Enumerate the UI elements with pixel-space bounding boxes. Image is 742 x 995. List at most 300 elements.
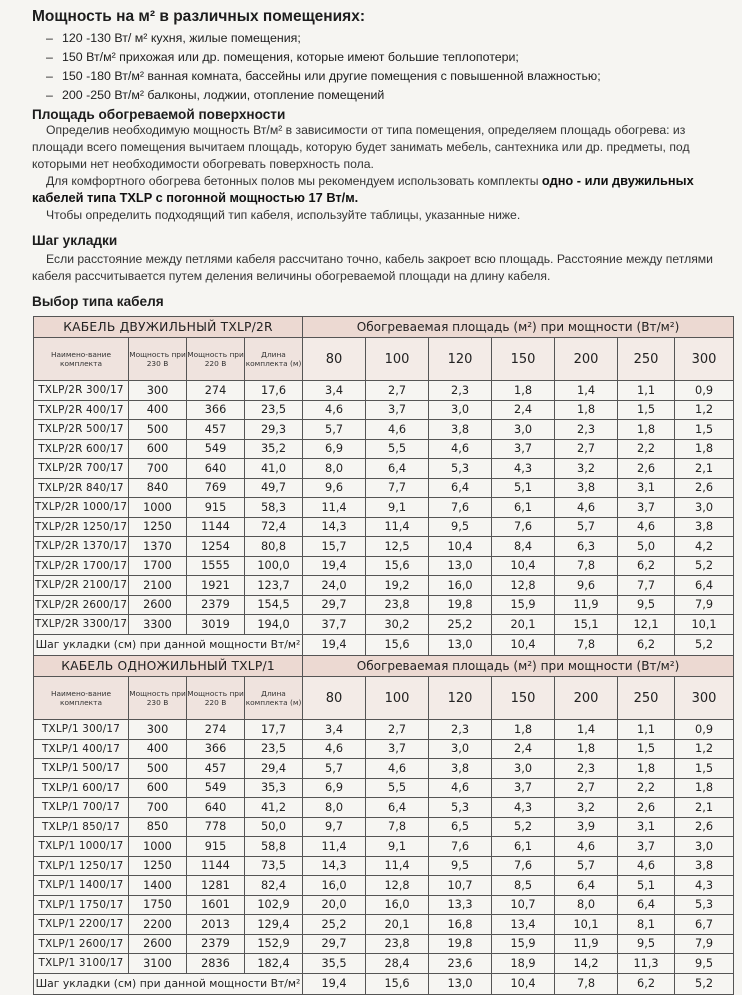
column-header-row: [34, 338, 734, 381]
table-cell: 23,5: [245, 400, 303, 420]
table-cell: 1,8: [555, 739, 618, 759]
table-cell: 1,8: [555, 400, 618, 420]
table-cell: 10,7: [492, 895, 555, 915]
step-paragraph-text: Если расстояние между петлями кабеля рассчитано точно, кабель закроет всю площадь. Расстояние между петлями кабеля рассчитывается путем деления величины обогреваемой площади на длину кабеля.: [32, 252, 713, 283]
table-cell: 2600: [129, 934, 187, 954]
table-cell: 2,6: [618, 798, 675, 818]
table-cell: 35,2: [245, 439, 303, 459]
table-cell: 2100: [129, 576, 187, 596]
table-cell: 13,4: [492, 915, 555, 935]
table-row: [34, 837, 734, 857]
step-section-title: Шаг укладки: [32, 233, 118, 248]
table-row: [34, 817, 734, 837]
table-cell: 4,6: [429, 439, 492, 459]
table-cell: 16,0: [303, 876, 366, 896]
table-cell: 3,0: [675, 498, 734, 518]
table-cell: 8,0: [555, 895, 618, 915]
table-cell: 366: [187, 739, 245, 759]
table-cell: 24,0: [303, 576, 366, 596]
step-cell: 5,2: [675, 634, 734, 655]
table-cell: 5,7: [555, 517, 618, 537]
col-header-power-density: 80: [303, 677, 366, 720]
table-cell: 11,4: [366, 856, 429, 876]
table-cell: TXLP/2R 3300/17: [34, 615, 129, 635]
table-cell: TXLP/2R 1700/17: [34, 556, 129, 576]
table-cell: TXLP/1 2600/17: [34, 934, 129, 954]
table-cell: 9,7: [303, 817, 366, 837]
table-cell: 274: [187, 381, 245, 401]
table-cell: 457: [187, 420, 245, 440]
table-row: [34, 595, 734, 615]
table-cell: 2836: [187, 954, 245, 974]
table-cell: 14,3: [303, 856, 366, 876]
table-cell: 41,0: [245, 459, 303, 479]
cable-table-1: [33, 655, 734, 995]
table-row: [34, 876, 734, 896]
table-cell: 2,3: [429, 720, 492, 740]
table-cell: TXLP/1 400/17: [34, 739, 129, 759]
col-header-name: Наимено-вание комплекта: [34, 677, 129, 720]
table-row: [34, 798, 734, 818]
table-cell: 49,7: [245, 478, 303, 498]
table-cell: 5,1: [492, 478, 555, 498]
col-header-name: Наимено-вание комплекта: [34, 338, 129, 381]
table-cell: 4,3: [492, 459, 555, 479]
step-row-label: Шаг укладки (см) при данной мощности Вт/м²: [34, 973, 303, 994]
cable-table-2r: [33, 316, 734, 656]
table-cell: 10,1: [555, 915, 618, 935]
table-row: [34, 915, 734, 935]
col-header-power-density: 120: [429, 338, 492, 381]
table-cell: 8,1: [618, 915, 675, 935]
table-cell: TXLP/2R 2100/17: [34, 576, 129, 596]
table-cell: 4,6: [303, 739, 366, 759]
table-cell: 1,5: [618, 739, 675, 759]
table-cell: 1,8: [618, 759, 675, 779]
choice-title: Выбор типа кабеля: [32, 294, 164, 309]
step-paragraph: [32, 251, 732, 285]
col-header-power-density: 120: [429, 677, 492, 720]
table-cell: 915: [187, 837, 245, 857]
table-cell: 19,8: [429, 595, 492, 615]
table-cell: 129,4: [245, 915, 303, 935]
table-cell: 400: [129, 400, 187, 420]
table-cell: 25,2: [303, 915, 366, 935]
col-header-power-density: 80: [303, 338, 366, 381]
power-section-title-text: Мощность на м² в различных помещениях:: [32, 8, 365, 25]
table-row: [34, 720, 734, 740]
col-header-power-220: Мощность при 220 В: [187, 338, 245, 381]
table-cell: 5,2: [675, 556, 734, 576]
table-cell: 700: [129, 798, 187, 818]
table-cell: 2,4: [492, 400, 555, 420]
table-cell: 3,1: [618, 817, 675, 837]
table-cell: 549: [187, 439, 245, 459]
col-header-power-220: Мощность при 220 В: [187, 677, 245, 720]
table-cell: TXLP/2R 700/17: [34, 459, 129, 479]
table-cell: 778: [187, 817, 245, 837]
table-cell: 30,2: [366, 615, 429, 635]
table-cell: 1,5: [618, 400, 675, 420]
table-cell: 14,3: [303, 517, 366, 537]
col-header-power-230: Мощность при 230 В: [129, 677, 187, 720]
table-cell: TXLP/1 2200/17: [34, 915, 129, 935]
table-cell: 29,3: [245, 420, 303, 440]
table-cell: 5,0: [618, 537, 675, 557]
area-paragraph-3: [32, 207, 732, 224]
table-cell: 6,4: [366, 798, 429, 818]
table-cell: 3,9: [555, 817, 618, 837]
table-cell: 11,4: [303, 837, 366, 857]
table-cell: 11,4: [303, 498, 366, 518]
table-cell: 182,4: [245, 954, 303, 974]
table-cell: TXLP/1 850/17: [34, 817, 129, 837]
table-cell: 29,7: [303, 934, 366, 954]
table-cell: TXLP/1 3100/17: [34, 954, 129, 974]
table-cell: 35,3: [245, 778, 303, 798]
table-cell: 50,0: [245, 817, 303, 837]
table-cell: 7,9: [675, 595, 734, 615]
table-cell: 2379: [187, 934, 245, 954]
table-row: [34, 498, 734, 518]
table-cell: 4,6: [429, 778, 492, 798]
power-list: [46, 29, 601, 105]
table-cell: 5,5: [366, 778, 429, 798]
table-cell: 2,7: [366, 381, 429, 401]
table-cell: 9,1: [366, 837, 429, 857]
step-cell: 15,6: [366, 634, 429, 655]
table-cell: TXLP/1 1750/17: [34, 895, 129, 915]
table-cell: 4,6: [555, 837, 618, 857]
table-cell: TXLP/2R 600/17: [34, 439, 129, 459]
step-row: [34, 634, 734, 655]
col-header-power-density: 300: [675, 677, 734, 720]
table-row: [34, 954, 734, 974]
table-cell: 3,7: [618, 837, 675, 857]
table-cell: 11,4: [366, 517, 429, 537]
table-cell: 17,7: [245, 720, 303, 740]
table-cell: 300: [129, 720, 187, 740]
table-cell: 3,4: [303, 381, 366, 401]
table-cell: 700: [129, 459, 187, 479]
table-cell: 1,8: [675, 439, 734, 459]
table-cell: 1555: [187, 556, 245, 576]
table-cell: TXLP/1 500/17: [34, 759, 129, 779]
table-cell: 12,8: [492, 576, 555, 596]
table-cell: 274: [187, 720, 245, 740]
table-cell: 850: [129, 817, 187, 837]
table-cell: 7,6: [429, 837, 492, 857]
step-cell: 10,4: [492, 973, 555, 994]
table-cell: 4,6: [366, 420, 429, 440]
table-cell: 15,6: [366, 556, 429, 576]
table-cell: 1144: [187, 856, 245, 876]
area-paragraph-1-text: Определив необходимую мощность Вт/м² в зависимости от типа помещения, определяем площадь обогрева: из площади всего помещения вычитаем площадь, которую будет занимать мебель, сантехника или др. предметы, под которыми нет необходимости обогревать поверхность пола.: [32, 123, 690, 171]
table-cell: 1254: [187, 537, 245, 557]
table-cell: 10,1: [675, 615, 734, 635]
table-cell: 1,5: [675, 420, 734, 440]
table-cell: 3,7: [366, 739, 429, 759]
step-cell: 6,2: [618, 634, 675, 655]
step-cell: 13,0: [429, 973, 492, 994]
table-cell: 15,7: [303, 537, 366, 557]
table-cell: 1,4: [555, 381, 618, 401]
table-cell: 10,4: [492, 556, 555, 576]
table-title: КАБЕЛЬ ОДНОЖИЛЬНЫЙ TXLP/1: [34, 656, 303, 677]
table-cell: TXLP/1 300/17: [34, 720, 129, 740]
table-title: КАБЕЛЬ ДВУЖИЛЬНЫЙ TXLP/2R: [34, 317, 303, 338]
step-cell: 6,2: [618, 973, 675, 994]
table-cell: 1,5: [675, 759, 734, 779]
table-title-row: [34, 656, 734, 677]
table-cell: 2,3: [555, 759, 618, 779]
table-cell: 12,5: [366, 537, 429, 557]
table-row: [34, 576, 734, 596]
table-cell: 10,7: [429, 876, 492, 896]
table-cell: 194,0: [245, 615, 303, 635]
table-cell: 16,8: [429, 915, 492, 935]
table-cell: TXLP/1 600/17: [34, 778, 129, 798]
table-cell: 72,4: [245, 517, 303, 537]
table-cell: 2,6: [618, 459, 675, 479]
table-cell: 2,1: [675, 798, 734, 818]
col-header-power-density: 250: [618, 677, 675, 720]
table-cell: 1400: [129, 876, 187, 896]
table-cell: 9,6: [555, 576, 618, 596]
table-cell: 7,6: [492, 517, 555, 537]
table-cell: 6,4: [618, 895, 675, 915]
table-cell: 6,4: [675, 576, 734, 596]
table-cell: 5,7: [303, 420, 366, 440]
table-cell: 300: [129, 381, 187, 401]
table-cell: 19,4: [303, 556, 366, 576]
table-cell: 640: [187, 459, 245, 479]
table-row: [34, 381, 734, 401]
table-cell: 6,4: [429, 478, 492, 498]
table-cell: 5,1: [618, 876, 675, 896]
table-cell: 17,6: [245, 381, 303, 401]
table-cell: 457: [187, 759, 245, 779]
power-list-item: – 150 -180 Вт/м² ванная комната, бассейны или другие помещения с повышенной влажностью;: [46, 67, 601, 86]
table-cell: 19,2: [366, 576, 429, 596]
table-cell: 6,2: [618, 556, 675, 576]
table-cell: 9,5: [429, 856, 492, 876]
table-cell: 3,0: [492, 759, 555, 779]
power-list-item: – 150 Вт/м² прихожая или др. помещения, которые имеют большие теплопотери;: [46, 48, 601, 67]
table-row: [34, 400, 734, 420]
col-header-power-density: 200: [555, 338, 618, 381]
table-cell: 14,2: [555, 954, 618, 974]
table-cell: 2,3: [429, 381, 492, 401]
area-paragraph-2: [32, 173, 732, 207]
table-cell: 1,8: [618, 420, 675, 440]
table-cell: 6,5: [429, 817, 492, 837]
step-row-label: Шаг укладки (см) при данной мощности Вт/м²: [34, 634, 303, 655]
table-cell: 18,9: [492, 954, 555, 974]
area-paragraph-3-text: Чтобы определить подходящий тип кабеля, используйте таблицы, указанные ниже.: [46, 208, 521, 222]
area-paragraph-2-bold: одно - или двужильных кабелей типа TXLP с погонной мощностью 17 Вт/м.: [32, 173, 694, 205]
table-cell: 154,5: [245, 595, 303, 615]
table-cell: 152,9: [245, 934, 303, 954]
col-header-power-density: 250: [618, 338, 675, 381]
step-cell: 7,8: [555, 634, 618, 655]
table-cell: 5,5: [366, 439, 429, 459]
table-cell: 35,5: [303, 954, 366, 974]
table-cell: 3,0: [429, 400, 492, 420]
table-cell: 3,7: [492, 439, 555, 459]
table-cell: 3,7: [492, 778, 555, 798]
table-cell: 400: [129, 739, 187, 759]
table-row: [34, 478, 734, 498]
table-cell: 7,7: [618, 576, 675, 596]
table-cell: 4,6: [555, 498, 618, 518]
table-cell: 82,4: [245, 876, 303, 896]
table-row: [34, 739, 734, 759]
table-cell: TXLP/1 700/17: [34, 798, 129, 818]
table-cell: 6,7: [675, 915, 734, 935]
table-cell: 11,3: [618, 954, 675, 974]
col-header-power-density: 200: [555, 677, 618, 720]
table-cell: 4,6: [366, 759, 429, 779]
table-cell: TXLP/2R 1370/17: [34, 537, 129, 557]
table-cell: 9,5: [618, 934, 675, 954]
step-cell: 7,8: [555, 973, 618, 994]
table-cell: 2,6: [675, 817, 734, 837]
table-cell: 8,0: [303, 798, 366, 818]
table-row: [34, 856, 734, 876]
area-paragraph-2-text: Для комфортного обогрева бетонных полов мы рекомендуем использовать комплекты: [46, 174, 542, 188]
table-cell: 41,2: [245, 798, 303, 818]
table-cell: 3,8: [675, 517, 734, 537]
step-cell: 15,6: [366, 973, 429, 994]
table-cell: TXLP/1 1000/17: [34, 837, 129, 857]
table-cell: 5,3: [675, 895, 734, 915]
table-cell: 58,3: [245, 498, 303, 518]
table-cell: 2,6: [675, 478, 734, 498]
table-cell: 0,9: [675, 720, 734, 740]
table-row: [34, 537, 734, 557]
table-cell: 7,6: [492, 856, 555, 876]
power-list-item: – 120 -130 Вт/ м² кухня, жилые помещения;: [46, 29, 601, 48]
table-cell: 15,1: [555, 615, 618, 635]
table-cell: 3,2: [555, 459, 618, 479]
table-title-row: [34, 317, 734, 338]
table-cell: 549: [187, 778, 245, 798]
table-cell: 2,3: [555, 420, 618, 440]
table-cell: 1,1: [618, 381, 675, 401]
table-cell: 3,0: [429, 739, 492, 759]
table-row: [34, 934, 734, 954]
step-cell: 19,4: [303, 973, 366, 994]
area-header: Обогреваемая площадь (м²) при мощности (Вт/м²): [303, 317, 734, 338]
table-cell: 5,7: [555, 856, 618, 876]
table-cell: 2,4: [492, 739, 555, 759]
table-cell: 0,9: [675, 381, 734, 401]
table-cell: 2,7: [366, 720, 429, 740]
table-cell: 6,3: [555, 537, 618, 557]
col-header-length: Длина комплекта (м): [245, 677, 303, 720]
area-section-title: Площадь обогреваемой поверхности: [32, 107, 286, 122]
table-cell: 840: [129, 478, 187, 498]
table-cell: 500: [129, 420, 187, 440]
table-row: [34, 759, 734, 779]
col-header-power-230: Мощность при 230 В: [129, 338, 187, 381]
table-cell: 6,1: [492, 498, 555, 518]
table-cell: 3,7: [618, 498, 675, 518]
col-header-power-density: 150: [492, 677, 555, 720]
table-cell: 16,0: [366, 895, 429, 915]
table-cell: 7,6: [429, 498, 492, 518]
table-cell: 20,1: [366, 915, 429, 935]
table-cell: 73,5: [245, 856, 303, 876]
table-cell: 2,2: [618, 439, 675, 459]
table-cell: 2,7: [555, 778, 618, 798]
table-cell: 1,8: [492, 381, 555, 401]
col-header-power-density: 100: [366, 677, 429, 720]
table-cell: 9,5: [429, 517, 492, 537]
table-cell: 600: [129, 439, 187, 459]
table-cell: 1,2: [675, 739, 734, 759]
table-row: [34, 615, 734, 635]
table-cell: 1281: [187, 876, 245, 896]
table-cell: 20,1: [492, 615, 555, 635]
table-cell: 3,7: [366, 400, 429, 420]
table-cell: 1,1: [618, 720, 675, 740]
table-cell: 19,8: [429, 934, 492, 954]
table-cell: 20,0: [303, 895, 366, 915]
table-cell: 37,7: [303, 615, 366, 635]
table-cell: 25,2: [429, 615, 492, 635]
table-cell: 915: [187, 498, 245, 518]
table-cell: 3,4: [303, 720, 366, 740]
table-cell: 366: [187, 400, 245, 420]
table-cell: 2200: [129, 915, 187, 935]
table-cell: 4,3: [675, 876, 734, 896]
table-cell: TXLP/2R 2600/17: [34, 595, 129, 615]
table-cell: 4,6: [618, 517, 675, 537]
col-header-length: Длина комплекта (м): [245, 338, 303, 381]
table-cell: 1,8: [675, 778, 734, 798]
table-cell: 15,9: [492, 595, 555, 615]
table-cell: 10,4: [429, 537, 492, 557]
table-cell: 3,8: [675, 856, 734, 876]
table-cell: 5,7: [303, 759, 366, 779]
table-cell: 1,2: [675, 400, 734, 420]
table-row: [34, 439, 734, 459]
table-cell: 7,8: [366, 817, 429, 837]
area-header: Обогреваемая площадь (м²) при мощности (Вт/м²): [303, 656, 734, 677]
table-cell: 28,4: [366, 954, 429, 974]
power-list-item: – 200 -250 Вт/м² балконы, лоджии, отопление помещений: [46, 86, 601, 105]
table-cell: 6,9: [303, 778, 366, 798]
table-cell: 1250: [129, 856, 187, 876]
table-cell: 3300: [129, 615, 187, 635]
table-cell: 2379: [187, 595, 245, 615]
table-cell: 600: [129, 778, 187, 798]
table-cell: TXLP/2R 500/17: [34, 420, 129, 440]
table-cell: TXLP/2R 1250/17: [34, 517, 129, 537]
table-cell: 5,3: [429, 798, 492, 818]
table-row: [34, 517, 734, 537]
table-cell: 2013: [187, 915, 245, 935]
table-row: [34, 459, 734, 479]
step-cell: 19,4: [303, 634, 366, 655]
power-section-title: [32, 8, 365, 26]
table-row: [34, 895, 734, 915]
table-cell: 23,5: [245, 739, 303, 759]
table-cell: 58,8: [245, 837, 303, 857]
table-row: [34, 420, 734, 440]
